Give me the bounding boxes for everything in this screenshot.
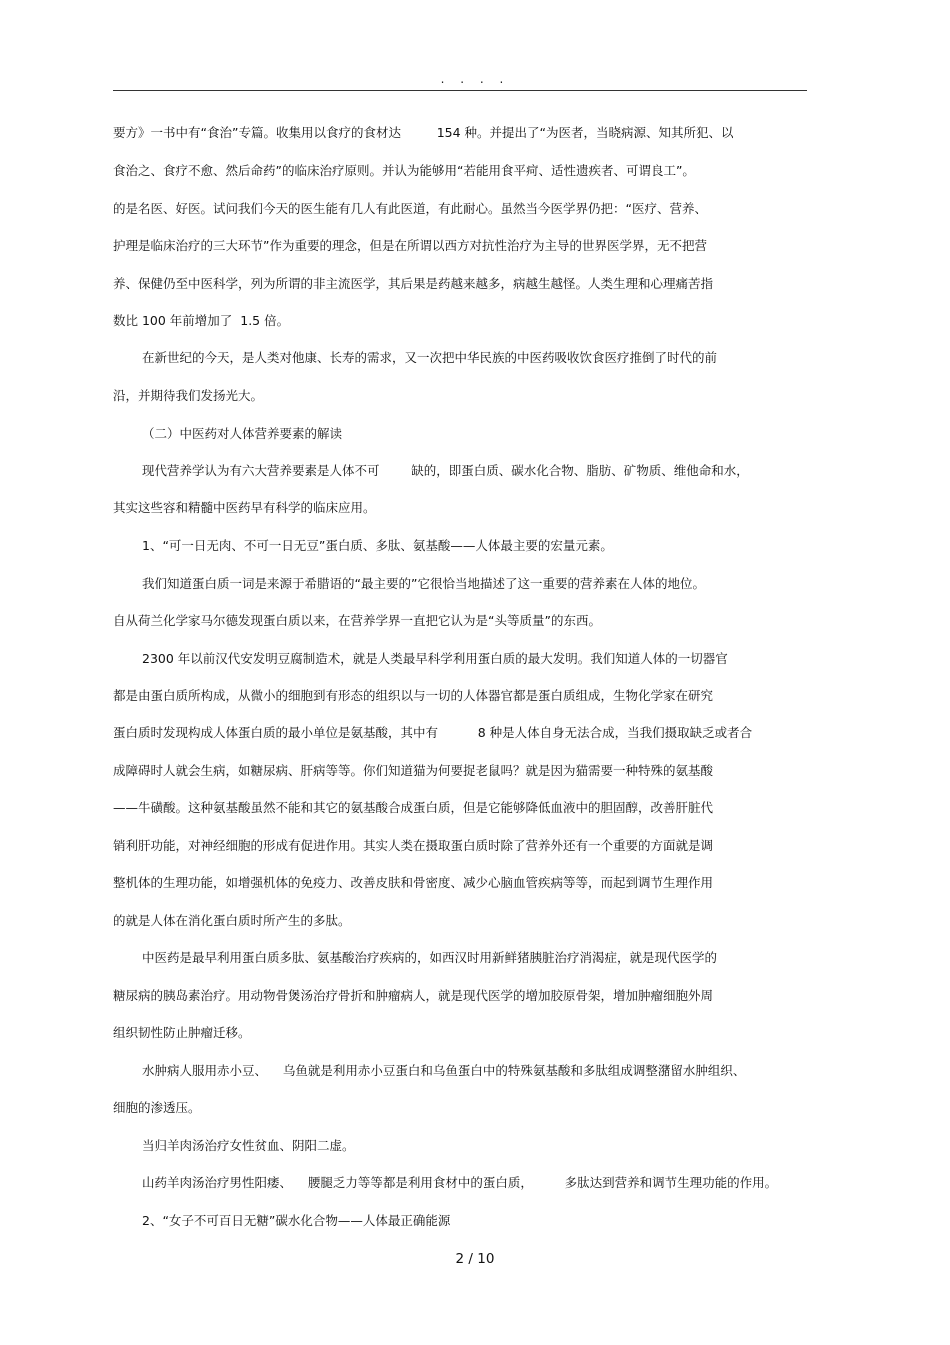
text-line-28: 当归羊肉汤治疗女性贫血、阴阳二虚。: [142, 1138, 355, 1153]
text-line-1: 要方》一书中有“食治”专篇。收集用以食疗的食材达 154 种。并提出了“为医者，当晓病源、知其所犯、以: [113, 125, 734, 140]
text-line-16: 都是由蛋白质所构成，从微小的细胞到有形态的组织以与一切的人体器官都是蛋白质组成，生物化学家在研究: [113, 688, 714, 703]
text-line-22: 的就是人体在消化蛋白质时所产生的多肽。: [113, 913, 351, 928]
text-line-6: 数比 100 年前增加了 1.5 倍。: [113, 313, 290, 328]
subsection-heading-1: 1、“可一日无肉、不可一日无豆”蛋白质、多肽、氨基酸——人体最主要的宏量元素。: [142, 538, 613, 553]
text-line-8: 沿，并期待我们发扬光大。: [113, 388, 264, 403]
text-line-3: 的是名医、好医。试问我们今天的医生能有几人有此医道，有此耐心。虽然当今医学界仍把：“医疗、营养、: [113, 201, 707, 216]
text-line-15: 2300 年以前汉代安发明豆腐制造术，就是人类最早科学利用蛋白质的最大发明。我们知道人体的一切器官: [142, 651, 728, 666]
text-line-18: 成障碍时人就会生病，如糖尿病、肝病等等。你们知道猫为何要捉老鼠吗？就是因为猫需要一种特殊的氨基酸: [113, 763, 714, 778]
text-line-10: 现代营养学认为有六大营养要素是人体不可 缺的，即蛋白质、碳水化合物、脂肪、矿物质、维他命和水，: [142, 463, 749, 478]
text-line-29: 山药羊肉汤治疗男性阳痿、 腰腿乏力等等都是利用食材中的蛋白质， 多肽达到营养和调节生理功能的作用。: [142, 1175, 778, 1190]
section-heading: （二）中医药对人体营养要素的解读: [142, 426, 343, 441]
text-line-26: 水肿病人服用赤小豆、 乌鱼就是利用赤小豆蛋白和乌鱼蛋白中的特殊氨基酸和多肽组成调整潴留水肿组织、: [142, 1063, 746, 1078]
header-dots: . . . .: [440, 72, 510, 86]
text-line-2: 食治之、食疗不愈、然后命药”的临床治疗原则。并认为能够用“若能用食平疴、适性遗疾者、可谓良工”。: [113, 163, 695, 178]
text-line-25: 组织韧性防止肿瘤迁移。: [113, 1025, 251, 1040]
header-rule: [113, 90, 807, 91]
text-line-17: 蛋白质时发现构成人体蛋白质的最小单位是氨基酸，其中有 8 种是人体自身无法合成，当我们摄取缺乏或者合: [113, 725, 753, 740]
text-line-24: 糖尿病的胰岛素治疗。用动物骨煲汤治疗骨折和肿瘤病人，就是现代医学的增加胶原骨架，增加肿瘤细胞外周: [113, 988, 714, 1003]
text-line-5: 养、保健仍至中医科学，列为所谓的非主流医学，其后果是药越来越多，病越生越怪。人类生理和心理痛苦指: [113, 276, 714, 291]
text-line-20: 销利肝功能，对神经细胞的形成有促进作用。其实人类在摄取蛋白质时除了营养外还有一个重要的方面就是调: [113, 838, 714, 853]
text-line-4: 护理是临床治疗的三大环节”作为重要的理念，但是在所谓以西方对抗性治疗为主导的世界医学界，无不把营: [113, 238, 707, 253]
subsection-heading-2: 2、“女子不可百日无糖”碳水化合物——人体最正确能源: [142, 1213, 451, 1228]
text-line-14: 自从荷兰化学家马尔德发现蛋白质以来，在营养学界一直把它认为是“头等质量”的东西。: [113, 613, 601, 628]
text-line-7: 在新世纪的今天，是人类对他康、长寿的需求，又一次把中华民族的中医药吸收饮食医疗推倒了时代的前: [142, 350, 718, 365]
text-line-19: ——牛磺酸。这种氨基酸虽然不能和其它的氨基酸合成蛋白质，但是它能够降低血液中的胆固醇，改善肝脏代: [113, 800, 714, 815]
text-line-21: 整机体的生理功能，如增强机体的免疫力、改善皮肤和骨密度、减少心脑血管疾病等等，而起到调节生理作用: [113, 875, 714, 890]
text-line-11: 其实这些容和精髓中医药早有科学的临床应用。: [113, 500, 376, 515]
text-line-13: 我们知道蛋白质一词是来源于希腊语的“最主要的”它很恰当地描述了这一重要的营养素在人体的地位。: [142, 576, 705, 591]
page-number: 2 / 10: [455, 1251, 495, 1267]
text-line-27: 细胞的渗透压。: [113, 1100, 201, 1115]
text-line-23: 中医药是最早利用蛋白质多肽、氨基酸治疗疾病的，如西汉时用新鲜猪胰脏治疗消渴症，就是现代医学的: [142, 950, 718, 965]
